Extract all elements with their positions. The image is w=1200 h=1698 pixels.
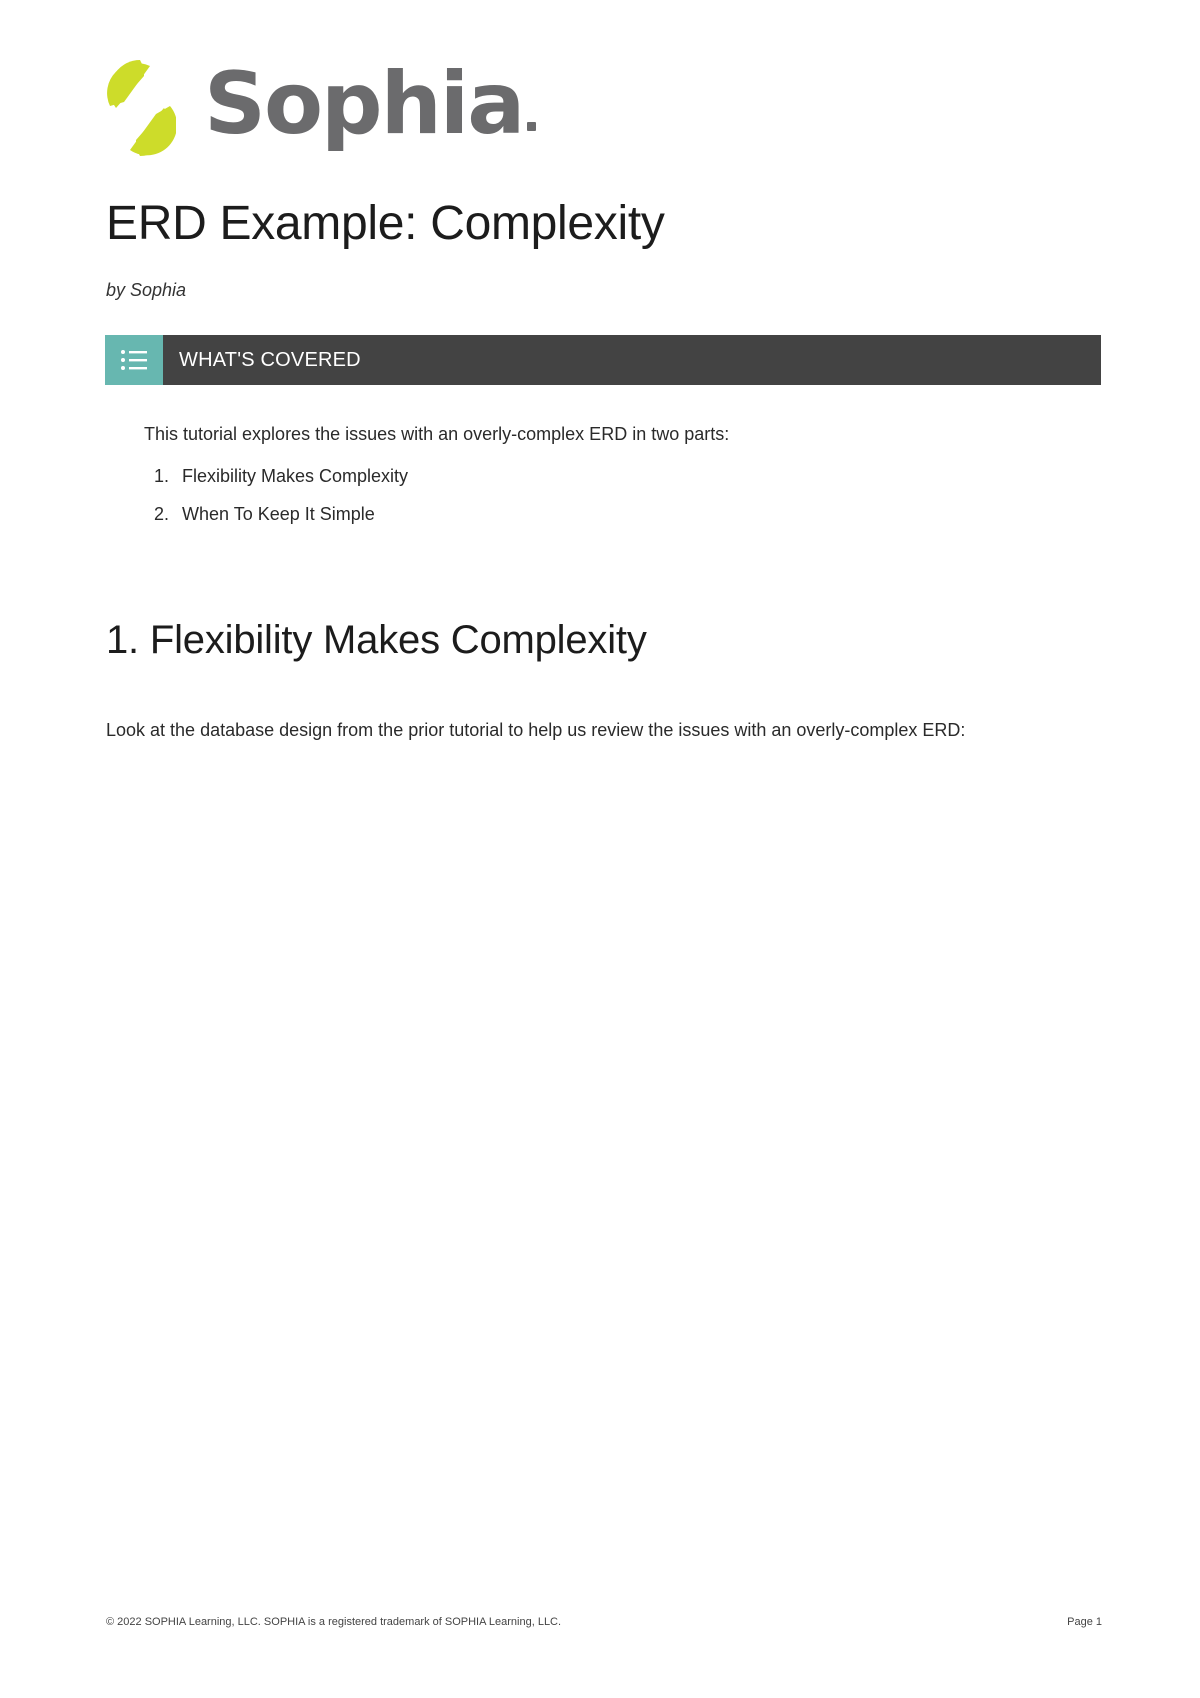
section-heading: 1. Flexibility Makes Complexity [106,618,647,662]
covered-intro: This tutorial explores the issues with an overly-complex ERD in two parts: [144,424,730,444]
byline: by Sophia [106,280,187,300]
list-item [154,500,408,538]
sophia-logo [104,52,536,164]
list-item [154,462,408,500]
whats-covered-label: WHAT'S COVERED [179,348,361,371]
footer-page-number: Page 1 [1067,1616,1102,1628]
page-title: ERD Example: Complexity [106,197,665,250]
footer-copyright: © 2022 SOPHIA Learning, LLC. SOPHIA is a registered trademark of SOPHIA Learning, LLC. [106,1616,562,1628]
sophia-wordmark: Sophia [204,61,536,147]
whats-covered-banner [105,335,1101,385]
list-item-label: Flexibility Makes Complexity [182,466,409,486]
list-icon [120,348,148,372]
list-item-label: When To Keep It Simple [182,504,375,524]
sophia-logo-mark-icon [104,56,176,160]
whats-covered-icon-box [105,335,163,385]
list-item-number: 2. [154,504,170,524]
list-item-number: 1. [154,466,170,486]
covered-list [154,462,408,538]
section-paragraph: Look at the database design from the prior tutorial to help us review the issues with an overly-complex ERD: [106,720,966,740]
